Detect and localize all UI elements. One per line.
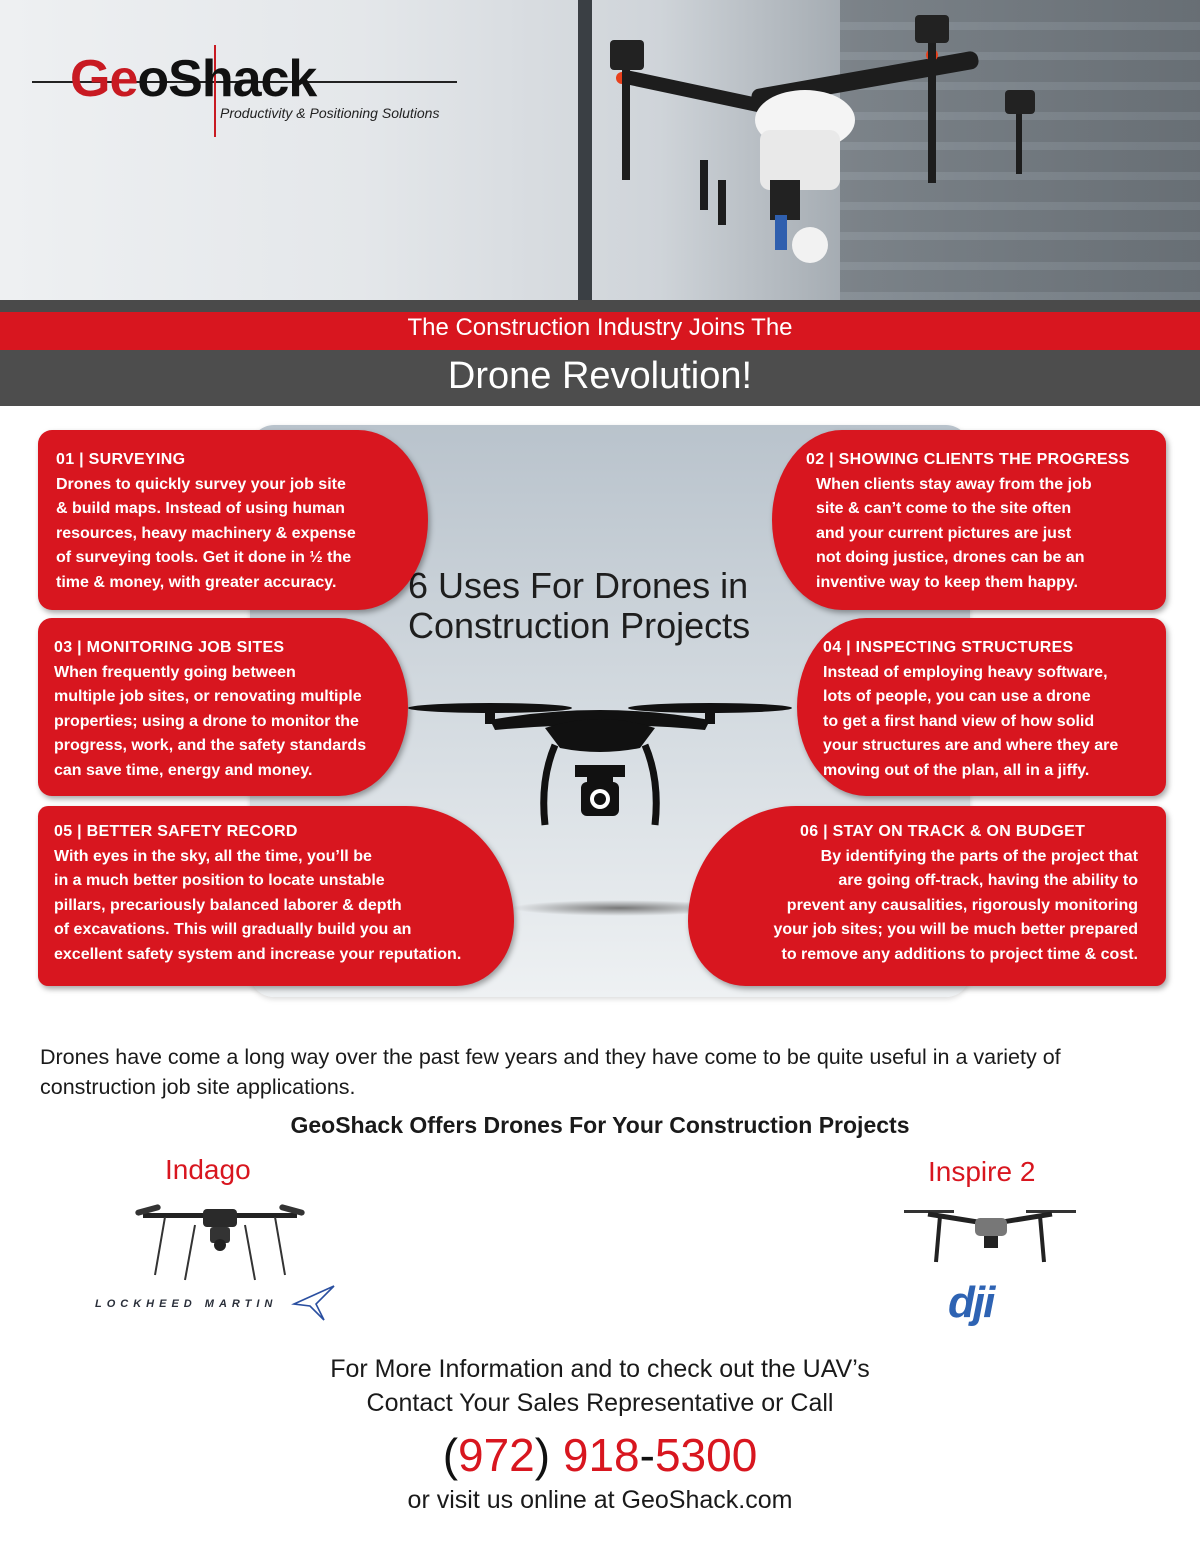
banner-top-strip (0, 300, 1200, 312)
use-card-title: 02 | SHOWING CLIENTS THE PROGRESS (806, 451, 1130, 468)
contact-line1: For More Information and to check out the UAV’s (330, 1355, 870, 1383)
use-card-title: 01 | SURVEYING (56, 451, 186, 468)
center-title-line2: Construction Projects (408, 605, 751, 646)
use-card-body: By identifying the parts of the project that are going off-track, having the ability to prevent any causalities, rigorously monitoring your job sites; you will be much better prepared to remove any additions to project time & cost. (773, 847, 1138, 963)
use-card-body: When frequently going between multiple job sites, or renovating multiple properties; using a drone to monitor the progress, work, and the safety standards can save time, energy and money. (54, 663, 367, 779)
use-card-budget (688, 806, 1166, 986)
phone-dash: - (639, 1429, 655, 1481)
use-card-title: 06 | STAY ON TRACK & ON BUDGET (800, 823, 1086, 840)
dji-logo: dji (948, 1278, 994, 1327)
use-card-monitoring (38, 618, 408, 796)
use-card-title: 03 | MONITORING JOB SITES (54, 639, 285, 656)
use-card-showing-clients (772, 430, 1166, 610)
use-card-safety (38, 806, 514, 986)
use-card-body: When clients stay away from the job site & can’t come to the site often and your current pictures are just not doing justice, drones can be an inventive way to keep them happy. (816, 475, 1092, 591)
use-card-inspecting (797, 618, 1166, 796)
use-card-body: Drones to quickly survey your job site & build maps. Instead of using human resources, heavy machinery & expense of surveying tools. Get it done in ½ the time & money, with greater accuracy. (56, 475, 356, 591)
banner-title: Drone Revolution! (447, 355, 753, 397)
phone-paren-open: ( (442, 1429, 459, 1481)
quadcopter-icon (405, 690, 795, 840)
phone-number[interactable] (0, 1428, 1200, 1482)
phone-paren-close: ) (534, 1429, 551, 1481)
center-title-line1: 6 Uses For Drones in (408, 565, 749, 606)
offers-heading: GeoShack Offers Drones For Your Construction Projects (290, 1112, 910, 1138)
phone-prefix: 918 (562, 1429, 640, 1481)
use-card-body: With eyes in the sky, all the time, you’ll be in a much better position to locate unstable pillars, precariously balanced laborer & depth of excavations. This will gradually build you an excellent safety system and increase your reputation. (54, 847, 462, 963)
use-card-body: Instead of employing heavy software, lots of people, you can use a drone to get a first hand view of how solid your structures are and where they are moving out of the plan, all in a jiffy. (823, 663, 1119, 779)
contact-line2: Contact Your Sales Representative or Call (366, 1389, 834, 1417)
use-card-title: 05 | BETTER SAFETY RECORD (54, 823, 298, 840)
phone-line: 5300 (654, 1429, 758, 1481)
indago-label: Indago (165, 1154, 251, 1185)
lockheed-star-icon (290, 1282, 338, 1322)
contact-website[interactable]: or visit us online at GeoShack.com (407, 1486, 793, 1514)
logo-wordmark: GeoShack (70, 50, 317, 108)
inspire-label: Inspire 2 (928, 1156, 1036, 1187)
logo-tagline: Productivity & Positioning Solutions (220, 105, 440, 121)
intro-paragraph: Drones have come a long way over the past few years and they have come to be quite useful in a variety of construction job site applications. (40, 1045, 1061, 1099)
lockheed-martin-logo: LOCKHEED MARTIN (95, 1298, 278, 1310)
hero-pole (578, 0, 592, 300)
phone-area-code: 972 (458, 1429, 535, 1481)
inspire-drone-icon (900, 1200, 1080, 1270)
hero-image (0, 0, 1200, 300)
indago-drone-icon (135, 1195, 305, 1285)
center-title (408, 566, 808, 646)
use-card-title: 04 | INSPECTING STRUCTURES (823, 639, 1074, 656)
banner-subtitle: The Construction Industry Joins The (407, 314, 793, 341)
use-card-surveying (38, 430, 428, 610)
geoshack-logo (32, 45, 472, 140)
hero-drone-icon (600, 10, 1060, 285)
